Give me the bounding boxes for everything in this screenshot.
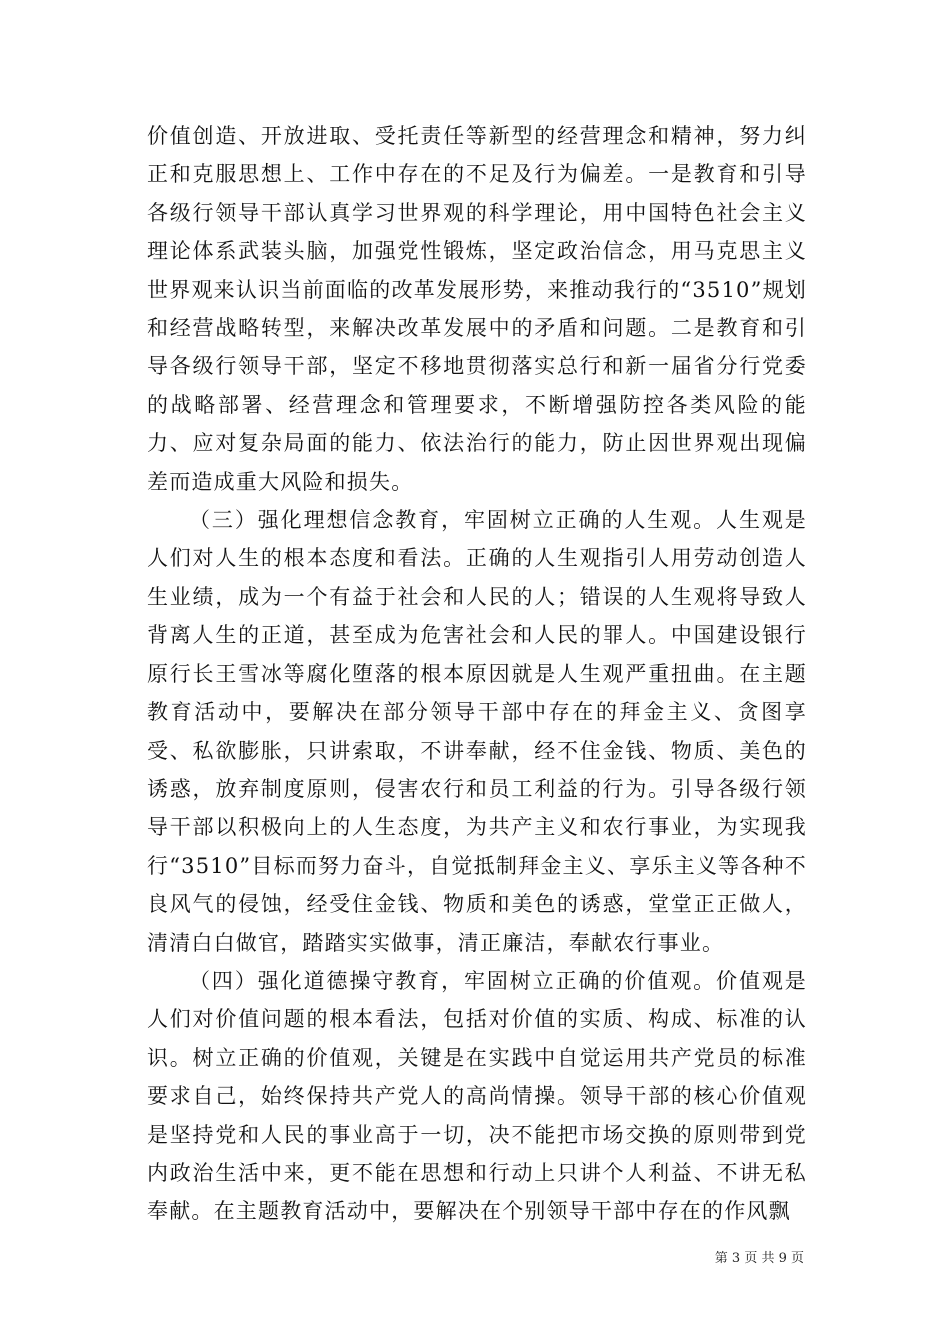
paragraph-outlook-on-life: （三）强化理想信念教育，牢固树立正确的人生观。人生观是人们对人生的根本态度和看法。正确的人生观指引人用劳动创造人生业绩，成为一个有益于社会和人民的人；错误的人生观将导致人背离人生的正道，甚至成为危害社会和人民的罪人。中国建设银行原行长王雪冰等腐化堕落的根本原因就是人生观严重扭曲。在主题教育活动中，要解决在部分领导干部中存在的拜金主义、贪图享受、私欲膨胀，只讲索取，不讲奉献，经不住金钱、物质、美色的诱惑，放弃制度原则，侵害农行和员工利益的行为。引导各级行领导干部以积极向上的人生态度，为共产主义和农行事业，为实现我行“3510”目标而努力奋斗，自觉抵制拜金主义、享乐主义等各种不良风气的侵蚀，经受住金钱、物质和美色的诱惑，堂堂正正做人，清清白白做官，踏踏实实做事，清正廉洁，奉献农行事业。: [147, 508, 807, 955]
document-page: [147, 117, 807, 1231]
paragraph-values: （四）强化道德操守教育，牢固树立正确的价值观。价值观是人们对价值问题的根本看法，包括对价值的实质、构成、标准的认识。树立正确的价值观，关键是在实践中自觉运用共产党员的标准要求自己，始终保持共产党人的高尚情操。领导干部的核心价值观是坚持党和人民的事业高于一切，决不能把市场交换的原则带到党内政治生活中来，更不能在思想和行动上只讲个人利益、不讲无私奉献。在主题教育活动中，要解决在个别领导干部中存在的作风飘: [147, 968, 807, 1224]
page-number-footer: 第 3 页 共 9 页: [714, 1251, 804, 1266]
paragraph-worldview-continuation: 价值创造、开放进取、受托责任等新型的经营理念和精神，努力纠正和克服思想上、工作中存在的不足及行为偏差。一是教育和引导各级行领导干部认真学习世界观的科学理论，用中国特色社会主义理论体系武装头脑，加强党性锻炼，坚定政治信念，用马克思主义世界观来认识当前面临的改革发展形势，来推动我行的“3510”规划和经营战略转型，来解决改革发展中的矛盾和问题。二是教育和引导各级行领导干部，坚定不移地贯彻落实总行和新一届省分行党委的战略部署、经营理念和管理要求，不断增强防控各类风险的能力、应对复杂局面的能力、依法治行的能力，防止因世界观出现偏差而造成重大风险和损失。: [147, 124, 807, 494]
